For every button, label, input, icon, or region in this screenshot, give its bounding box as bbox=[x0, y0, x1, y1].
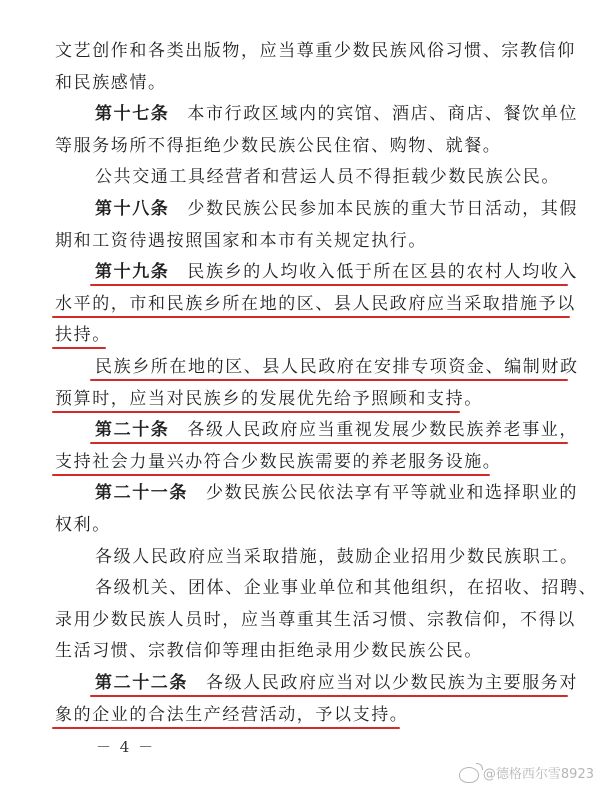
line-text: 生活习惯、宗教信仰等理由拒绝录用少数民族公民。 bbox=[55, 641, 483, 662]
line-text: 民族乡所在地的区、县人民政府在安排专项资金、编制财政 bbox=[95, 357, 579, 377]
article-19-line bbox=[95, 257, 578, 287]
line-text: 各级人民政府应当重视发展少数民族养老事业， bbox=[187, 420, 579, 441]
body-line bbox=[55, 636, 483, 666]
article-number: 第十九条 bbox=[95, 262, 170, 283]
highlight-underline bbox=[52, 727, 400, 729]
line-text: 文艺创作和各类出版物，应当尊重少数民族风俗习惯、宗教信仰 bbox=[55, 41, 576, 61]
body-line bbox=[55, 510, 111, 540]
body-line bbox=[55, 605, 576, 635]
highlight-underline bbox=[52, 474, 490, 476]
line-text: 扶持。 bbox=[55, 325, 111, 346]
article-22-line bbox=[95, 668, 578, 698]
watermark-text: @德格西尔雪8923 bbox=[482, 767, 594, 782]
article-18-line bbox=[95, 194, 578, 224]
article-number: 第二十二条 bbox=[95, 673, 188, 693]
highlight-underline bbox=[90, 442, 568, 444]
article-21-line bbox=[95, 478, 578, 508]
line-text: 录用少数民族人员时，应当尊重其生活习惯、宗教信仰，不得以 bbox=[55, 609, 576, 630]
article-number: 第十八条 bbox=[95, 199, 170, 219]
highlight-underline bbox=[52, 316, 570, 318]
watermark bbox=[459, 764, 594, 786]
body-line bbox=[55, 36, 576, 66]
line-text: 各级机关、团体、企业事业单位和其他组织，在招收、招聘、 bbox=[95, 578, 598, 599]
line-text: 各级人民政府应当采取措施，鼓励企业招用少数民族职工。 bbox=[95, 546, 579, 567]
highlight-underline bbox=[90, 695, 568, 697]
weibo-icon bbox=[459, 767, 479, 783]
article-20-line bbox=[95, 415, 578, 445]
line-text: 少数民族公民依法享有平等就业和选择职业的 bbox=[206, 483, 578, 504]
article-number: 第二十条 bbox=[95, 420, 170, 441]
body-line bbox=[55, 131, 501, 161]
body-line bbox=[55, 384, 483, 414]
line-text: 支持社会力量兴办符合少数民族需要的养老服务设施。 bbox=[55, 451, 502, 472]
line-text: 公共交通工具经营者和营运人员不得拒载少数民族公民。 bbox=[95, 167, 560, 188]
line-text: 预算时，应当对民族乡的发展优先给予照顾和支持。 bbox=[55, 388, 483, 409]
highlight-underline bbox=[90, 284, 568, 286]
article-17-line bbox=[95, 99, 578, 129]
body-line bbox=[55, 68, 167, 98]
line-text: 本市行政区域内的宾馆、酒店、商店、餐饮单位 bbox=[187, 104, 579, 125]
body-line bbox=[95, 162, 560, 192]
article-number: 第二十一条 bbox=[95, 483, 188, 504]
line-text: 期和工资待遇按照国家和本市有关规定执行。 bbox=[55, 230, 427, 251]
line-text: 少数民族公民参加本民族的重大节日活动，其假 bbox=[187, 199, 579, 219]
line-text: 象的企业的合法生产经营活动，予以支持。 bbox=[55, 704, 409, 725]
highlight-underline bbox=[52, 411, 460, 413]
page-number: － 4 － bbox=[96, 738, 156, 757]
body-line bbox=[55, 447, 501, 477]
body-line bbox=[55, 700, 408, 730]
line-text: 和民族感情。 bbox=[55, 72, 167, 93]
highlight-underline bbox=[90, 379, 568, 381]
body-line bbox=[55, 320, 111, 350]
body-line bbox=[95, 542, 579, 572]
line-text: 权利。 bbox=[55, 515, 111, 535]
body-line bbox=[55, 226, 427, 256]
body-line bbox=[95, 352, 579, 382]
body-line bbox=[95, 573, 597, 603]
line-text: 民族乡的人均收入低于所在区县的农村人均收入 bbox=[187, 262, 579, 283]
article-number: 第十七条 bbox=[95, 104, 170, 125]
line-text: 水平的，市和民族乡所在地的区、县人民政府应当采取措施予以 bbox=[55, 293, 576, 314]
line-text: 等服务场所不得拒绝少数民族公民住宿、购物、就餐。 bbox=[55, 135, 502, 156]
body-line bbox=[55, 289, 576, 319]
line-text: 各级人民政府应当对以少数民族为主要服务对 bbox=[206, 673, 578, 693]
